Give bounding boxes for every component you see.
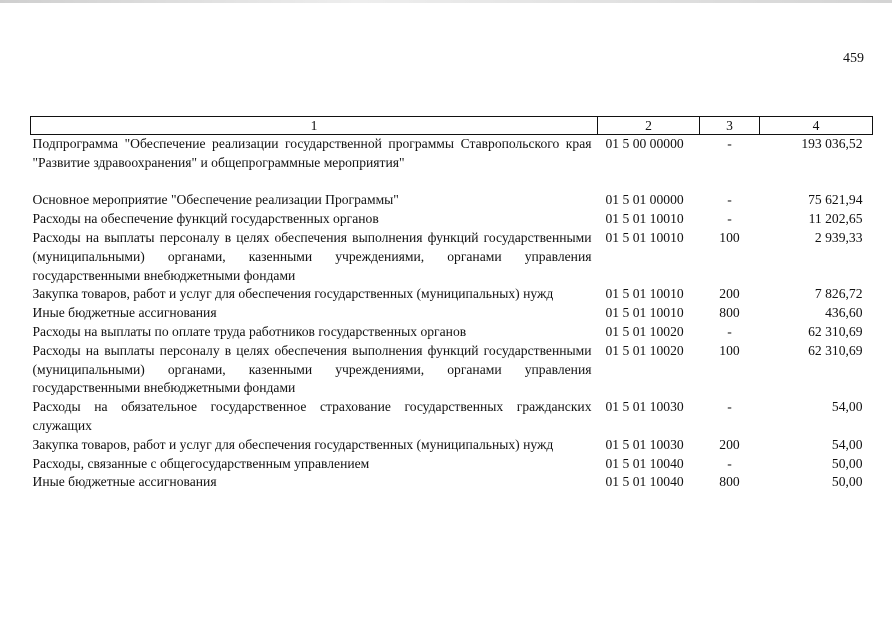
scan-edge — [0, 0, 892, 3]
row-sum: 62 310,69 — [808, 342, 863, 358]
row-name: Расходы на выплаты персоналу в целях обеспечения выполнения функций государственными (муниципальными) органами, казенными учреждениями, органами управления государственными внебюджетными фондами — [32, 229, 592, 283]
row-expense-type: 200 — [719, 286, 740, 302]
row-name: Закупка товаров, работ и услуг для обеспечения государственных (муниципальных) нужд — [32, 286, 554, 302]
row-expense-type: 800 — [719, 474, 740, 490]
row-name: Подпрограмма "Обеспечение реализации государственной программы Ставропольского края "Развитие здравоохранения" и общепрограммные мероприятия" — [32, 136, 592, 170]
table-row — [31, 398, 873, 436]
header-col-2: 2 — [598, 117, 700, 135]
budget-table — [30, 116, 873, 492]
row-sum: 50,00 — [831, 455, 863, 471]
row-name: Основное мероприятие "Обеспечение реализации Программы" — [32, 192, 399, 208]
row-code: 01 5 01 10010 — [605, 211, 684, 227]
row-name: Расходы на обязательное государственное страхование государственных гражданских служащих — [32, 399, 592, 433]
row-code: 01 5 01 10020 — [605, 342, 684, 358]
row-code: 01 5 01 00000 — [605, 192, 684, 208]
header-col-1: 1 — [31, 117, 598, 135]
table-row — [31, 342, 873, 398]
row-sum: 50,00 — [831, 474, 863, 490]
row-expense-type: 100 — [719, 229, 740, 245]
row-name: Иные бюджетные ассигнования — [32, 474, 217, 490]
header-col-3: 3 — [700, 117, 760, 135]
table-row — [31, 473, 873, 492]
row-expense-type: - — [727, 323, 732, 339]
row-expense-type: - — [727, 136, 732, 151]
row-expense-type: - — [727, 399, 732, 415]
row-expense-type: - — [727, 455, 732, 471]
header-col-4: 4 — [760, 117, 873, 135]
row-sum: 54,00 — [831, 399, 863, 415]
table-row — [31, 304, 873, 323]
row-sum: 75 621,94 — [808, 192, 863, 208]
table-row — [31, 135, 873, 192]
table-row — [31, 210, 873, 229]
row-code: 01 5 01 10010 — [605, 229, 684, 245]
row-code: 01 5 01 10020 — [605, 323, 684, 339]
table-header-row — [31, 117, 873, 135]
row-name: Расходы на обеспечение функций государственных органов — [32, 211, 379, 227]
table-row — [31, 436, 873, 455]
row-sum: 436,60 — [825, 305, 863, 321]
row-sum: 54,00 — [831, 436, 863, 452]
table-row — [31, 191, 873, 210]
table-row — [31, 285, 873, 304]
table-row — [31, 455, 873, 474]
row-code: 01 5 01 10040 — [605, 455, 684, 471]
row-code: 01 5 01 10030 — [605, 399, 684, 415]
row-name: Расходы на выплаты по оплате труда работников государственных органов — [32, 323, 467, 339]
row-expense-type: 100 — [719, 342, 740, 358]
row-sum: 2 939,33 — [814, 229, 863, 245]
page-number: 459 — [843, 51, 864, 66]
row-expense-type: 200 — [719, 436, 740, 452]
row-name: Закупка товаров, работ и услуг для обеспечения государственных (муниципальных) нужд — [32, 436, 554, 452]
row-sum: 62 310,69 — [808, 323, 863, 339]
row-sum: 193 036,52 — [801, 136, 863, 151]
row-expense-type: 800 — [719, 305, 740, 321]
row-name: Расходы, связанные с общегосударственным управлением — [32, 455, 370, 471]
row-name: Иные бюджетные ассигнования — [32, 305, 217, 321]
row-code: 01 5 00 00000 — [605, 136, 684, 151]
row-expense-type: - — [727, 192, 732, 208]
row-code: 01 5 01 10040 — [605, 474, 684, 490]
row-sum: 7 826,72 — [814, 286, 863, 302]
row-sum: 11 202,65 — [808, 211, 863, 227]
row-code: 01 5 01 10010 — [605, 305, 684, 321]
row-name: Расходы на выплаты персоналу в целях обеспечения выполнения функций государственными (муниципальными) органами, казенными учреждениями, органами управления государственными внебюджетными фондами — [32, 342, 592, 396]
table-row — [31, 323, 873, 342]
row-code: 01 5 01 10010 — [605, 286, 684, 302]
table-row — [31, 229, 873, 285]
row-code: 01 5 01 10030 — [605, 436, 684, 452]
row-expense-type: - — [727, 211, 732, 227]
